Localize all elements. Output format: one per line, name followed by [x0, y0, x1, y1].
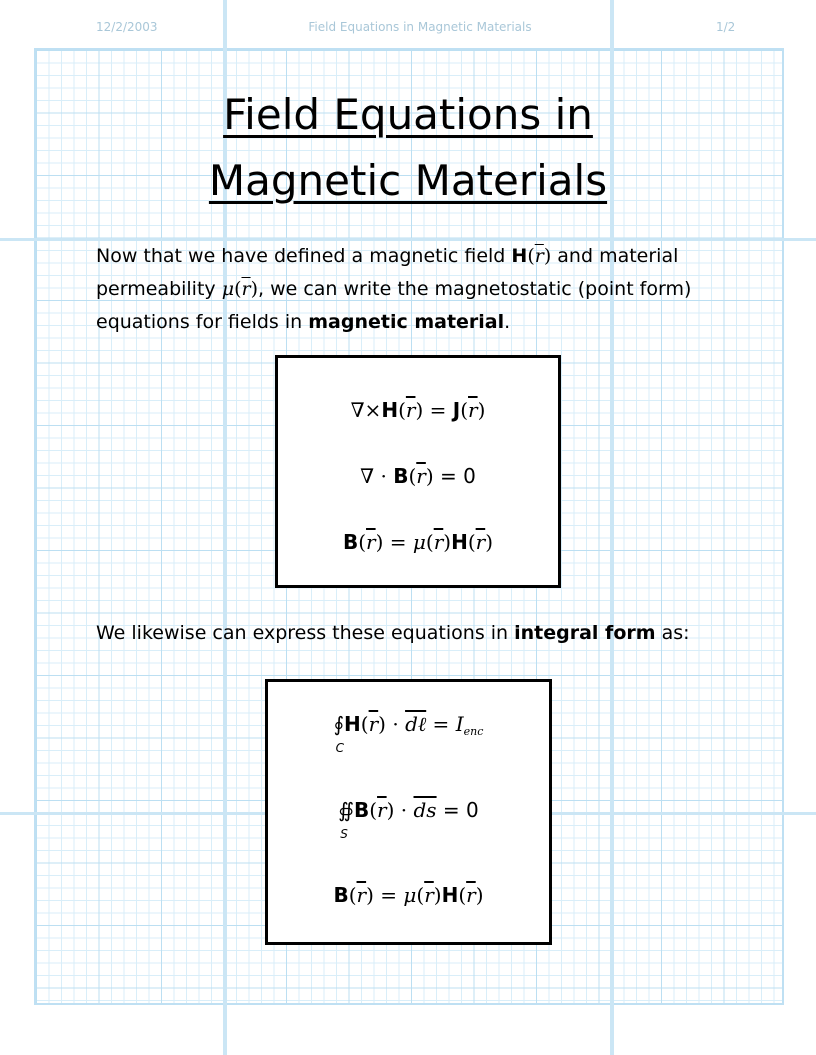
page-header: [0, 20, 816, 38]
constitutive-equation: $B(\overline{r}) = \mu(\overline{r})H(\overline{r})$: [342, 530, 494, 554]
curl-equation: $\nabla\times H(\overline{r}) = J(\overline{r})$: [350, 398, 486, 422]
ampere-law-equation: ∮ C $H(\overline{r})$ · dℓ = $I_{enc}$: [333, 712, 484, 755]
page-title: [0, 82, 816, 214]
intro-text: We likewise can express these equations in: [96, 622, 515, 644]
integral-intro-paragraph: [96, 617, 746, 650]
symbol-mu: μ: [221, 278, 235, 300]
point-form-equations-box: [275, 355, 561, 588]
intro-text: .: [504, 311, 511, 333]
integral-form-equations-box: [265, 679, 552, 945]
divergence-equation: ∇ · $B(\overline{r}) = 0$: [360, 464, 476, 488]
surface-integral-symbol: ∯: [338, 798, 354, 822]
title-line-2: Magnetic Materials: [208, 156, 608, 205]
intro-text: Now that we have defined a magnetic field: [96, 245, 512, 267]
bold-term: magnetic material: [308, 311, 505, 333]
symbol-r: $\overline{r}$: [534, 245, 544, 267]
header-date: 12/2/2003: [96, 20, 158, 34]
intro-text: and material permeability: [96, 245, 679, 300]
symbol-r: $\overline{r}$: [241, 278, 251, 300]
symbol-H: H: [511, 245, 528, 267]
title-line-1: Field Equations in: [223, 90, 593, 139]
intro-paragraph: Now that we have defined a magnetic field $H(\overline{r})$ and material permeability $\mu(\overline{r})$, we can write the magnetostatic (point form) equations for fields in magnetic material.: [96, 245, 692, 333]
intro-text: , we can write the magnetostatic (point form) equations for fields in: [96, 278, 692, 333]
intro-text: as:: [655, 622, 690, 644]
constitutive-equation: $B(\overline{r}) = \mu(\overline{r})H(\overline{r})$: [333, 883, 484, 907]
bold-term: integral form: [514, 622, 656, 644]
contour-integral-symbol: ∮: [333, 712, 345, 736]
header-page-number: 1/2: [716, 20, 736, 34]
gauss-law-equation: ∯ S $B(\overline{r}) \cdot \overline{ds} = 0$: [338, 798, 479, 841]
header-title: Field Equations in Magnetic Materials: [308, 20, 532, 34]
